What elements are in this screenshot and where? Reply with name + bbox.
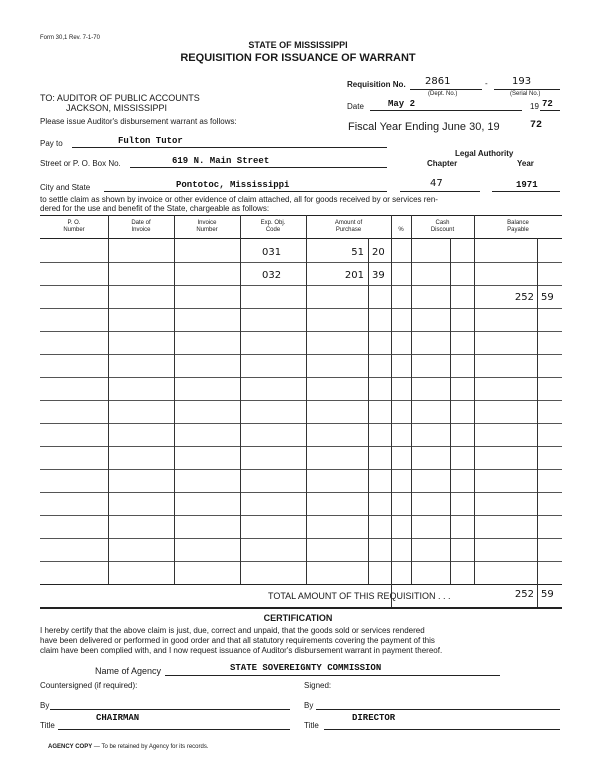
total-label: TOTAL AMOUNT OF THIS REQUISITION . . . <box>268 591 451 601</box>
title-label-left: Title <box>40 721 55 730</box>
header-balance-1: Balance <box>507 220 529 226</box>
header-amount-2: Purchase <box>335 227 362 233</box>
row3-balance-cents: 59 <box>541 292 554 303</box>
row1-amount-cents: 20 <box>372 247 385 258</box>
form-id: Form 30,1 Rev. 7-1-70 <box>40 35 100 41</box>
pay-to-label: Pay to <box>40 139 63 148</box>
serial-number: 193 <box>512 76 532 87</box>
total-dollars: 252 <box>514 589 534 600</box>
chapter-value: 47 <box>430 178 443 189</box>
date-label: Date <box>347 102 364 111</box>
row1-amount-dollars: 51 <box>351 247 364 258</box>
requisition-label: Requisition No. <box>347 80 406 89</box>
by-label-right: By <box>304 701 314 710</box>
street-label: Street or P. O. Box No. <box>40 159 121 168</box>
fiscal-year: 72 <box>530 120 543 131</box>
agency-copy-text: — To be retained by Agency for its records. <box>92 744 209 750</box>
row2-amount-dollars: 201 <box>344 270 364 281</box>
right-title-value: DIRECTOR <box>352 713 396 723</box>
left-title-value: CHAIRMAN <box>96 713 140 723</box>
row3-balance-dollars: 252 <box>514 292 534 303</box>
header-po-2: Number <box>63 227 85 233</box>
header-po-1: P. O. <box>67 220 81 226</box>
title-label-right: Title <box>304 721 319 730</box>
header-date-1: Date of <box>131 220 151 226</box>
addressee-line1: TO: AUDITOR OF PUBLIC ACCOUNTS <box>40 93 200 103</box>
header-pct: % <box>398 227 404 233</box>
header-balance-2: Payable <box>507 227 529 233</box>
header-cash-2: Discount <box>430 227 455 233</box>
requisition-number: 2861 <box>425 76 451 87</box>
header-amount-1: Amount of <box>334 220 363 226</box>
agency-copy-label: AGENCY COPY <box>48 744 93 750</box>
form-title: REQUISITION FOR ISSUANCE OF WARRANT <box>180 52 416 64</box>
certification-line2: have been delivered or performed in good order and that all statutory requirements covering the payment of this <box>40 636 435 645</box>
header-invoice-1: Invoice <box>197 220 217 226</box>
agency-copy-footer <box>48 744 209 750</box>
state-header: STATE OF MISSISSIPPI <box>248 40 348 50</box>
serial-no-caption: (Serial No.) <box>510 91 541 97</box>
authority-year-value: 1971 <box>516 180 538 190</box>
street-value: 619 N. Main Street <box>172 156 270 166</box>
legal-authority-label: Legal Authority <box>455 149 514 158</box>
certification-line3: claim have been complied with, and I now request issuance of Auditor's disbursement warrant in payment thereof. <box>40 646 443 655</box>
total-cents: 59 <box>541 589 554 600</box>
header-date-2: Invoice <box>131 227 151 233</box>
by-label-left: By <box>40 701 50 710</box>
certification-title: CERTIFICATION <box>263 613 333 623</box>
addressee-line2: JACKSON, MISSISSIPPI <box>66 103 168 113</box>
pay-to-value: Fulton Tutor <box>118 136 183 146</box>
date-year: 72 <box>542 99 553 109</box>
row2-amount-cents: 39 <box>372 270 385 281</box>
header-exp-2: Code <box>265 227 281 233</box>
row2-exp-code: 032 <box>262 270 282 281</box>
claim-text-line1: to settle claim as shown by invoice or other evidence of claim attached, all for goods received by or services ren- <box>40 195 438 204</box>
city-label: City and State <box>40 183 91 192</box>
certification-line1: I hereby certify that the above claim is just, due, correct and unpaid, that the goods sold or services rendered <box>40 626 425 635</box>
agency-label: Name of Agency <box>95 666 162 676</box>
claim-text-line2: dered for the use and benefit of the State, chargeable as follows: <box>40 204 270 213</box>
agency-value: STATE SOVEREIGNTY COMMISSION <box>230 663 382 673</box>
dept-no-caption: (Dept. No.) <box>428 91 458 97</box>
chapter-label: Chapter <box>427 159 458 168</box>
city-value: Pontotoc, Mississippi <box>176 180 290 190</box>
header-exp-1: Exp. Obj. <box>260 220 286 226</box>
fiscal-label: Fiscal Year Ending June 30, 19 <box>348 121 500 133</box>
date-year-prefix: 19 <box>530 102 539 111</box>
header-invoice-2: Number <box>196 227 218 233</box>
signed-label: Signed: <box>304 681 332 690</box>
header-cash-1: Cash <box>435 220 450 226</box>
year-label: Year <box>517 159 534 168</box>
warrant-instruction: Please issue Auditor's disbursement warrant as follows: <box>40 117 237 126</box>
date-value: May 2 <box>388 99 416 109</box>
row1-exp-code: 031 <box>262 247 282 258</box>
countersigned-label: Countersigned (if required): <box>40 681 138 690</box>
